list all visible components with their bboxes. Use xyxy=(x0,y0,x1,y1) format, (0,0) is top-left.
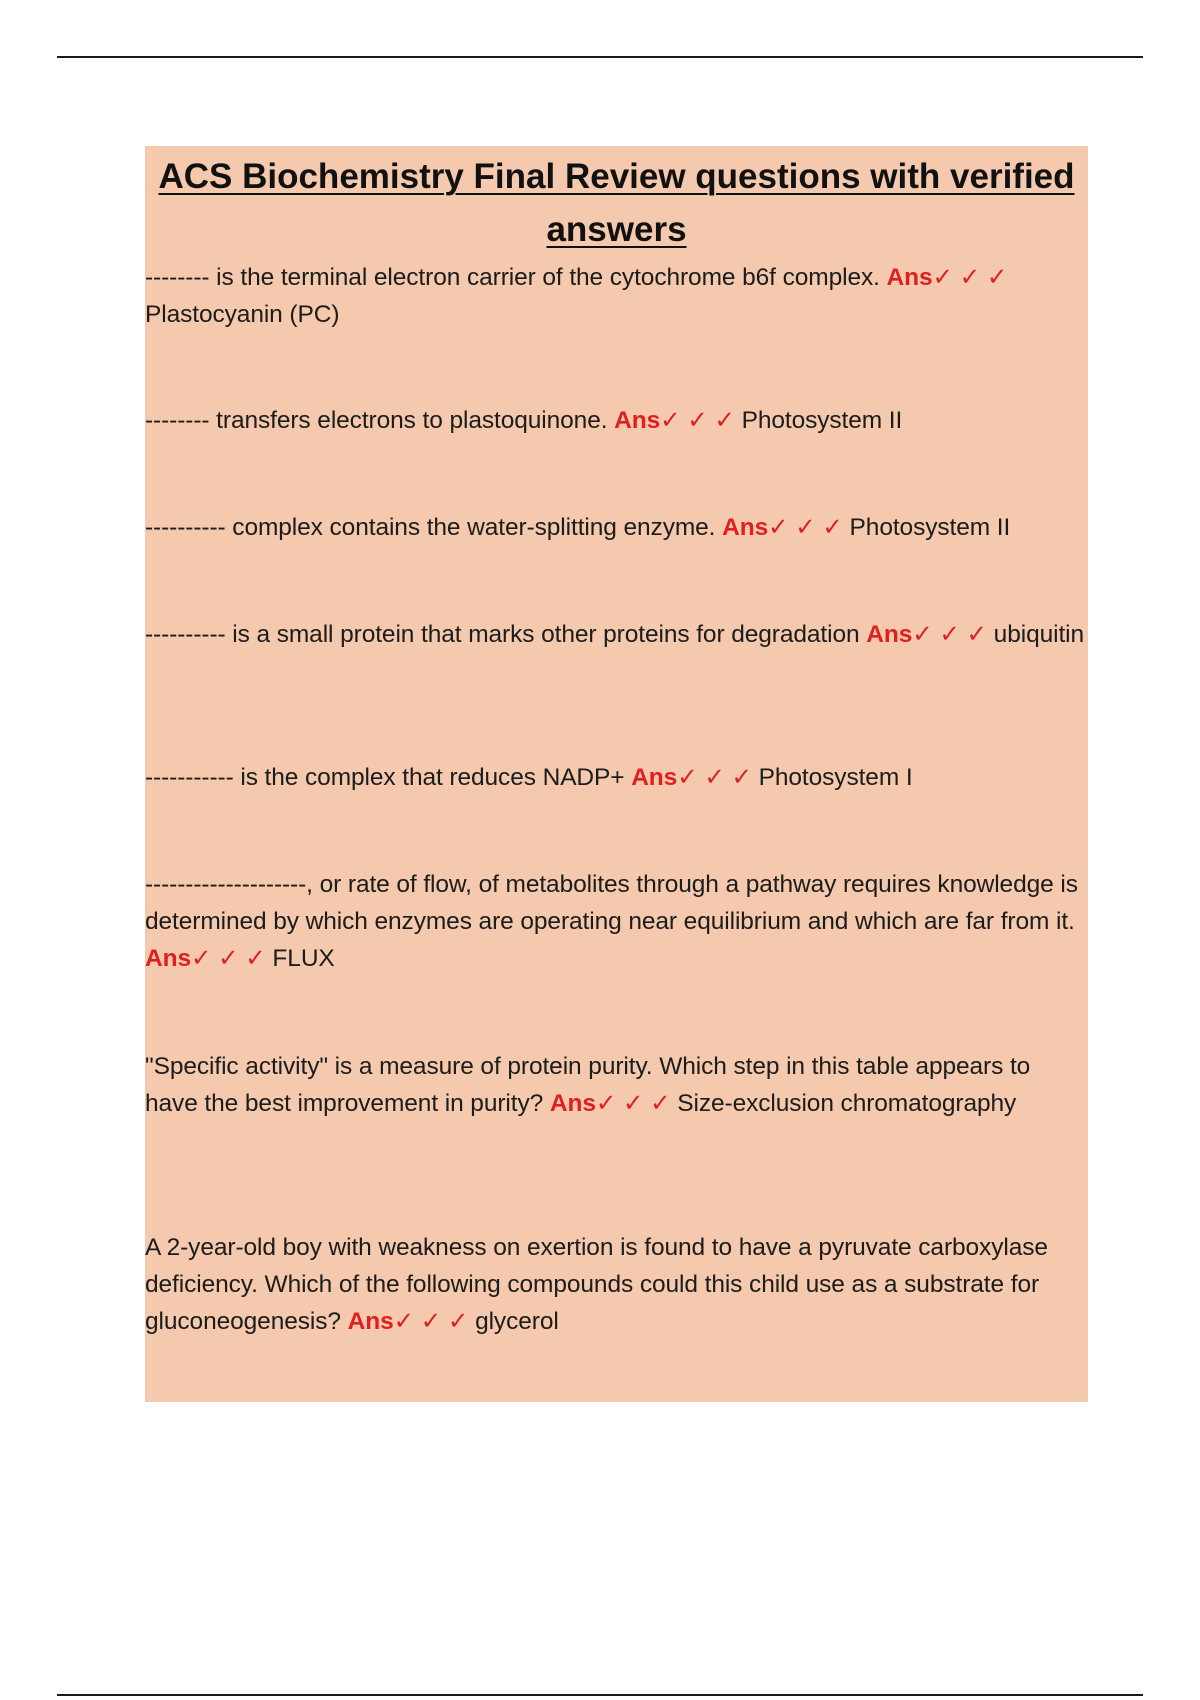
question-text: A 2-year-old boy with weakness on exertion is found to have a pyruvate carboxylase deficiency. Which of the following compounds could this child use as a substrate for gluconeogenesis? xyxy=(145,1234,1048,1335)
answer-marker: Ans xyxy=(549,1090,596,1117)
highlighted-content-block xyxy=(145,146,1088,1402)
question-text: -------- transfers electrons to plastoquinone. xyxy=(145,407,608,434)
check-marks-icon: ✓ ✓ ✓ xyxy=(191,945,266,972)
answer-marker: Ans xyxy=(631,764,678,791)
check-marks-icon: ✓ ✓ ✓ xyxy=(912,621,987,648)
answer-text: FLUX xyxy=(272,945,335,972)
question-text: ---------- complex contains the water-splitting enzyme. xyxy=(145,514,716,541)
check-marks-icon: ✓ ✓ ✓ xyxy=(660,407,735,434)
answer-text: Size-exclusion chromatography xyxy=(677,1090,1017,1117)
qa-item xyxy=(145,616,1088,653)
check-marks-icon: ✓ ✓ ✓ xyxy=(768,514,843,541)
answer-marker: Ans xyxy=(866,621,913,648)
question-text: ---------- is a small protein that marks other proteins for degradation xyxy=(145,621,860,648)
answer-text: Photosystem II xyxy=(849,514,1011,541)
answer-text: Photosystem I xyxy=(758,764,913,791)
qa-item xyxy=(145,759,1088,796)
answer-marker: Ans xyxy=(614,407,661,434)
question-text: "Specific activity" is a measure of protein purity. Which step in this table appears to have the best improvement in purity? xyxy=(145,1053,1031,1117)
answer-marker: Ans xyxy=(347,1308,394,1335)
answer-text: Plastocyanin (PC) xyxy=(145,301,340,328)
footer-rule xyxy=(57,1694,1143,1696)
qa-item xyxy=(145,509,1088,546)
question-text: --------------------, or rate of flow, of metabolites through a pathway requires knowledge is determined by which enzymes are operating near equilibrium and which are far from it. xyxy=(145,871,1078,935)
qa-item xyxy=(145,1048,1088,1122)
qa-item xyxy=(145,259,1088,333)
qa-item xyxy=(145,866,1088,977)
qa-item xyxy=(145,1229,1088,1340)
answer-text: ubiquitin xyxy=(993,621,1085,648)
document-title: ACS Biochemistry Final Review questions with verified answers xyxy=(158,157,1075,249)
header-rule xyxy=(57,56,1143,58)
question-text: ----------- is the complex that reduces NADP+ xyxy=(145,764,625,791)
check-marks-icon: ✓ ✓ ✓ xyxy=(393,1308,469,1335)
check-marks-icon: ✓ ✓ ✓ xyxy=(932,264,1008,291)
check-marks-icon: ✓ ✓ ✓ xyxy=(595,1090,671,1117)
answer-marker: Ans xyxy=(145,945,191,972)
check-marks-icon: ✓ ✓ ✓ xyxy=(677,764,752,791)
question-text: -------- is the terminal electron carrier of the cytochrome b6f complex. xyxy=(145,264,880,291)
answer-marker: Ans xyxy=(722,514,769,541)
answer-marker: Ans xyxy=(886,264,933,291)
qa-item xyxy=(145,402,1088,439)
answer-text: glycerol xyxy=(475,1308,559,1335)
answer-text: Photosystem II xyxy=(741,407,903,434)
